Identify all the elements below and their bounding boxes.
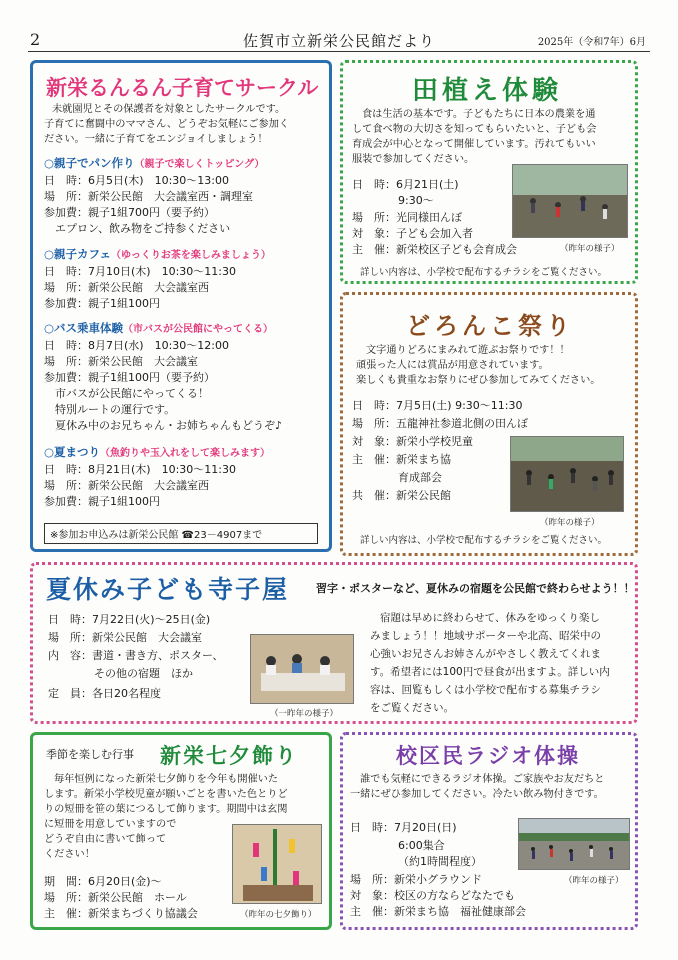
radio-date: 日 時：7月20日(日) <box>350 821 457 834</box>
doronko-title: どろんこ祭り <box>406 312 574 340</box>
doronko-host: 主 催：新栄まち協 <box>352 453 451 466</box>
doronko-target: 対 象：新栄小学校児童 <box>352 435 473 448</box>
radio-title: 校区民ラジオ体操 <box>396 744 580 768</box>
tanabata-intro-5: どうぞ自由に書いて飾って <box>44 834 167 845</box>
radio-duration: （約1時間程度） <box>398 855 482 868</box>
event-cafe-heading <box>44 246 271 262</box>
terakoya-subtitle: 習字・ポスターなど、夏休みの宿題を公民館で終わらせよう！！ <box>316 582 635 595</box>
taue-intro-2: して食べ物の大切さを知ってもらいたいと、子ども会 <box>352 124 597 135</box>
doronko-place: 場 所：五龍神社参道北側の田んぼ <box>352 417 528 430</box>
event-bus-date: 日 時：8月7日(水) 10:30～12:00 <box>44 339 229 352</box>
event-pan-extra: エプロン、飲み物をご持参ください <box>44 222 231 235</box>
event-bus-heading <box>44 320 273 336</box>
page-header <box>28 30 650 52</box>
doronko-photo-caption: （昨年の様子） <box>540 518 600 528</box>
kosodate-intro-1: 未就園児とその保護者を対象としたサークルです。 <box>52 104 286 115</box>
event-cafe-date: 日 時：7月10日(木) 10:30～11:30 <box>44 265 236 278</box>
taue-intro-3: 育成会が中心となって開催しています。汚れてもいい <box>352 139 596 150</box>
doronko-cohost: 共 催：新栄公民館 <box>352 489 451 502</box>
event-cafe-place: 場 所：新栄公民館 大会議室西 <box>44 281 209 294</box>
radio-exercise-photo-icon <box>519 819 630 870</box>
tanabata-period: 期 間：6月20日(金)～ <box>44 875 162 888</box>
kosodate-signup-note: ※参加お申込みは新栄公民館 ☎23－4907まで <box>44 523 318 544</box>
radio-photo <box>518 818 630 870</box>
taue-date: 日 時：6月21日(土) <box>352 178 459 191</box>
event-cafe-name: ○親子カフェ <box>44 247 111 261</box>
terakoya-photo <box>250 634 354 704</box>
terakoya-desc-6: をご覧ください。 <box>370 702 454 714</box>
doronko-host-dept: 育成部会 <box>398 471 442 484</box>
kosodate-intro-2: 子育てに奮闘中のママさん、どうぞお気軽にご参加く <box>44 119 290 130</box>
doronko-date: 日 時：7月5日(土) 9:30～11:30 <box>352 399 523 412</box>
event-bus-extra-1: 市バスが公民館にやってくる！ <box>44 387 209 400</box>
rice-field-photo-icon <box>513 165 628 238</box>
tanabata-photo <box>232 824 322 904</box>
event-bus-tag: （市バスが公民館にやってくる） <box>123 324 274 335</box>
event-bus-place: 場 所：新栄公民館 大会議室 <box>44 355 198 368</box>
radio-host: 主 催：新栄まち協 福祉健康部会 <box>350 905 526 918</box>
terakoya-content-2: その他の宿題 ほか <box>94 667 193 680</box>
doronko-intro-1: 文字通りどろにまみれて遊ぶお祭りです！！ <box>366 345 570 356</box>
terakoya-date: 日 時：7月22日(火)～25日(金) <box>48 613 211 626</box>
tanabata-intro-3: りの短冊を笹の葉につるして飾ります。期間中は玄関 <box>44 804 288 815</box>
kosodate-title: 新栄るんるん子育てサークル <box>46 76 319 100</box>
bamboo-decoration-photo-icon <box>233 825 322 904</box>
kosodate-intro-3: ださい。一緒に子育てをエンジョイしましょう！ <box>44 134 268 145</box>
terakoya-desc-5: 容は、回覧もしくは小学校で配布する募集チラシ <box>370 684 601 696</box>
event-pan-place: 場 所：新栄公民館 大会議室西・調理室 <box>44 190 253 203</box>
taue-target: 対 象：子ども会加入者 <box>352 227 473 240</box>
terakoya-desc-3: 心強いお兄さんお姉さんがやさしく教えてくれま <box>370 648 601 660</box>
taue-photo <box>512 164 628 238</box>
taue-intro-1: 食は生活の基本です。子どもたちに日本の農業を通 <box>362 109 596 120</box>
tanabata-intro-4: に短冊を用意していますので <box>44 819 177 830</box>
taue-place: 場 所：光同様田んぼ <box>352 211 462 224</box>
terakoya-desc-2: みましょう！！地域サポーターや北高、昭栄中の <box>370 630 601 642</box>
event-cafe-fee: 参加費：親子1組100円 <box>44 297 160 310</box>
tanabata-host: 主 催：新栄まちづくり協議会 <box>44 907 198 920</box>
tanabata-place: 場 所：新栄公民館 ホール <box>44 891 187 904</box>
event-pan-tag: （親子で楽しくトッピング） <box>134 159 265 170</box>
doronko-intro-3: 楽しくも貴重なお祭りにぜひ参加してみてください。 <box>356 375 601 386</box>
event-bus-extra-2: 特別ルートの運行です。 <box>44 403 176 416</box>
mud-festival-photo-icon <box>511 437 624 512</box>
doronko-photo <box>510 436 624 512</box>
terakoya-desc-4: す。希望者には100円で昼食が出ますよ。詳しい内 <box>370 666 610 678</box>
classroom-photo-icon <box>251 635 354 704</box>
radio-photo-caption: （昨年の様子） <box>564 876 624 886</box>
terakoya-title: 夏休み子ども寺子屋 <box>46 575 290 604</box>
terakoya-place: 場 所：新栄公民館 大会議室 <box>48 631 202 644</box>
tanabata-intro-1: 毎年恒例になった新栄七夕飾りを今年も開催いた <box>54 774 279 785</box>
radio-intro-2: 一緒にぜひ参加してください。冷たい飲み物付きです。 <box>350 789 604 800</box>
event-bus-name: ○バス乗車体験 <box>44 321 124 335</box>
terakoya-photo-caption: （一昨年の様子） <box>270 709 339 719</box>
event-pan-fee: 参加費：親子1組700円（要予約） <box>44 206 215 219</box>
event-pan-heading <box>44 155 264 171</box>
event-natsu-name: ○夏まつり <box>44 445 101 459</box>
taue-host: 主 催：新栄校区子ども会育成会 <box>352 243 517 256</box>
tanabata-kicker: 季節を楽しむ行事 <box>46 748 134 761</box>
taue-title: 田植え体験 <box>412 76 563 106</box>
event-pan-name: ○親子でパン作り <box>44 156 135 170</box>
taue-note: 詳しい内容は、小学校で配布するチラシをご覧ください。 <box>360 267 608 278</box>
event-natsu-fee: 参加費：親子1組100円 <box>44 495 160 508</box>
event-natsu-place: 場 所：新栄公民館 大会議室西 <box>44 479 209 492</box>
tanabata-photo-caption: （昨年の七夕飾り） <box>240 910 317 920</box>
event-natsu-tag: （魚釣りや玉入れをして楽しみます） <box>100 448 271 459</box>
event-pan-date: 日 時：6月5日(木) 10:30～13:00 <box>44 174 229 187</box>
issue-date: 2025年（令和7年）6月 <box>537 37 646 48</box>
tanabata-title: 新栄七夕飾り <box>160 744 298 768</box>
tanabata-intro-6: ください！ <box>44 849 95 860</box>
event-natsu-heading <box>44 444 270 460</box>
event-natsu-date: 日 時：8月21日(木) 10:30～11:30 <box>44 463 236 476</box>
radio-target: 対 象：校区の方ならどなたでも <box>350 889 515 902</box>
terakoya-capacity: 定 員：各日20名程度 <box>48 687 161 700</box>
doronko-note: 詳しい内容は、小学校で配布するチラシをご覧ください。 <box>360 535 608 546</box>
tanabata-intro-2: します。新栄小学校児童が願いごとを書いた色とりど <box>44 789 288 800</box>
radio-intro-1: 誰でも気軽にできるラジオ体操。ご家族やお友だちと <box>360 774 605 785</box>
terakoya-desc-1: 宿題は早めに終わらせて、休みをゆっくり楽し <box>380 612 600 624</box>
taue-time: 9:30～ <box>398 194 434 207</box>
event-cafe-tag: （ゆっくりお茶を楽しみましょう） <box>110 250 271 261</box>
taue-photo-caption: （昨年の様子） <box>560 244 620 254</box>
event-bus-extra-3: 夏休み中のお兄ちゃん・お姉ちゃんもどうぞ♪ <box>44 419 283 432</box>
taue-intro-4: 服装で参加してください。 <box>352 154 475 165</box>
newsletter-title: 佐賀市立新栄公民館だより <box>242 32 435 50</box>
doronko-intro-2: 頑張った人には賞品が用意されています。 <box>356 360 549 371</box>
radio-time: 6:00集合 <box>398 839 445 852</box>
event-bus-fee: 参加費：親子1組100円（要予約） <box>44 371 215 384</box>
radio-place: 場 所：新栄小グラウンド <box>350 873 482 886</box>
terakoya-content: 内 容：書道・書き方、ポスター、 <box>48 649 224 662</box>
page-number: 2 <box>30 30 41 49</box>
